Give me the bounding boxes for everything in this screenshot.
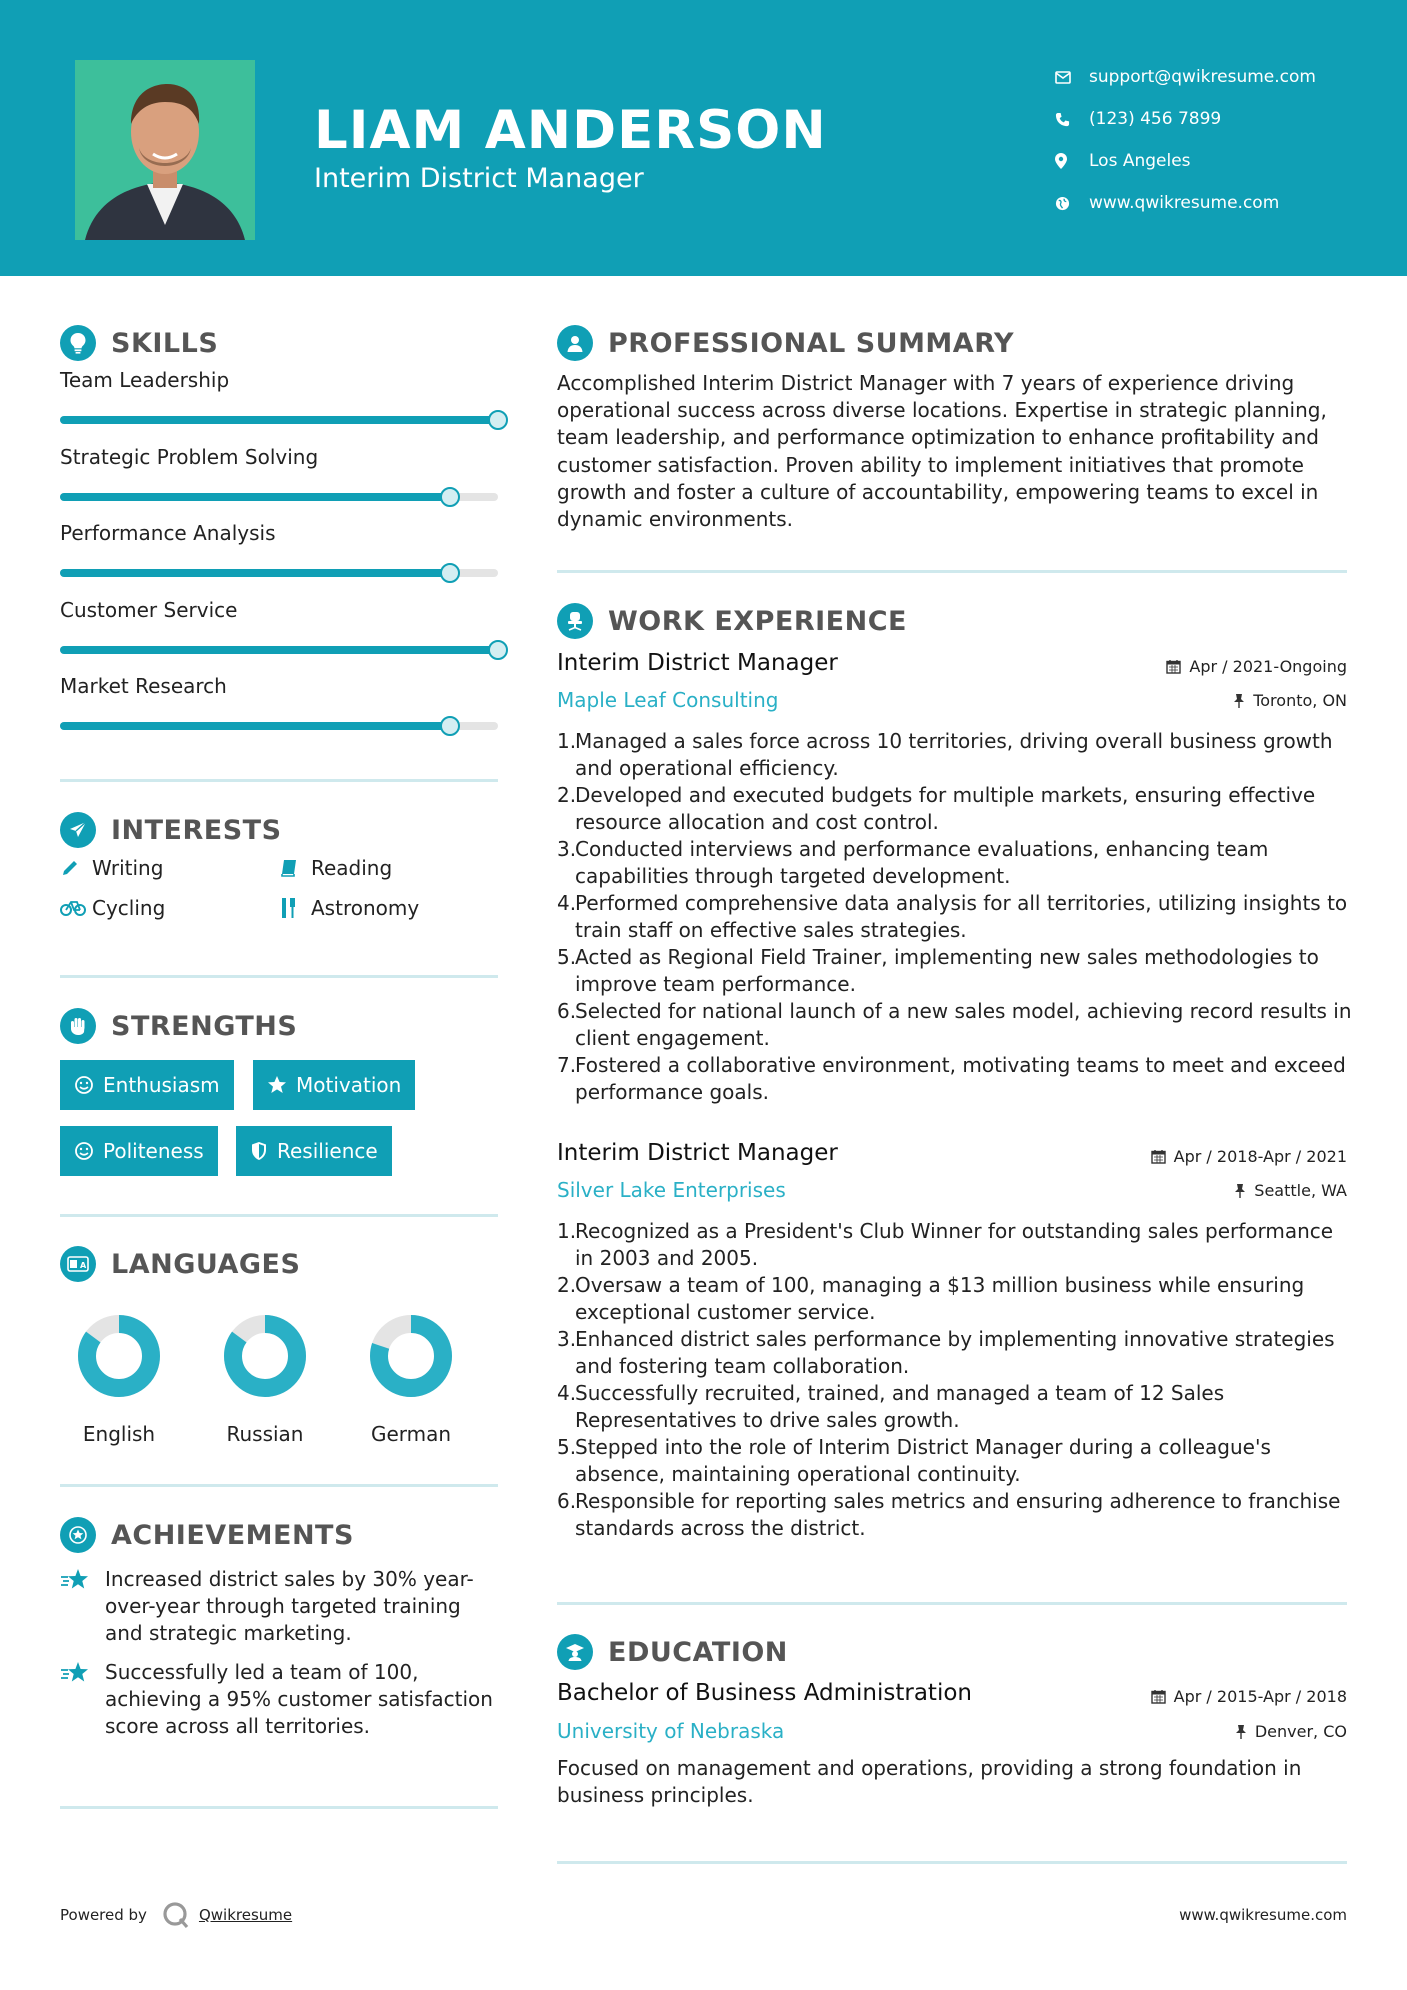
- paper-plane-icon: [60, 812, 96, 848]
- achievement-text: Successfully led a team of 100, achieving a 95% customer satisfaction score across all territories.: [105, 1660, 493, 1738]
- award-icon: [60, 1517, 96, 1553]
- contact-email[interactable]: [1055, 56, 1316, 98]
- interest-item: [60, 856, 279, 880]
- language-name: English: [82, 1422, 156, 1446]
- skill-bar-fill: [60, 416, 498, 424]
- contact-phone-text: (123) 456 7899: [1089, 109, 1222, 129]
- job-bullet-text: Successfully recruited, trained, and managed a team of 12 Sales Representatives to drive sales growth.: [575, 1381, 1225, 1432]
- job-bullet: 1. Recognized as a President's Club Winner for outstanding sales performance in 2003 and 2005.: [557, 1218, 1357, 1272]
- contact-list: [1055, 56, 1316, 224]
- section-divider: [60, 1214, 498, 1217]
- achievements-heading: [60, 1517, 354, 1553]
- job-bullet: 2. Oversaw a team of 100, managing a $13 million business while ensuring exceptional customer service.: [557, 1272, 1357, 1326]
- graduate-icon: [557, 1634, 593, 1670]
- job-bullet-text: Performed comprehensive data analysis for all territories, utilizing insights to train staff on effective sales strategies.: [575, 891, 1348, 942]
- globe-icon: [1055, 196, 1089, 211]
- footer-url[interactable]: www.qwikresume.com: [1179, 1906, 1347, 1924]
- phone-icon: [1055, 112, 1089, 127]
- skill-item: [60, 521, 498, 598]
- strength-chip: [60, 1060, 234, 1110]
- strengths-heading: [60, 1008, 297, 1044]
- calendar-icon: [1151, 1149, 1166, 1164]
- skill-name: Team Leadership: [60, 368, 230, 392]
- section-divider: [557, 1861, 1347, 1864]
- section-divider: [557, 1602, 1347, 1605]
- achievement-item: [60, 1659, 500, 1740]
- strength-chip: [60, 1126, 218, 1176]
- interest-item: [279, 896, 498, 920]
- translate-icon: [60, 1246, 96, 1282]
- education-location: [1235, 1722, 1347, 1741]
- skill-bar-knob: [488, 410, 508, 430]
- interests-title: INTERESTS: [111, 814, 282, 846]
- skill-bar: [60, 646, 498, 654]
- job-bullet: 7. Fostered a collaborative environment, motivating teams to meet and exceed performance goals.: [557, 1052, 1357, 1106]
- job-bullet-text: Fostered a collaborative environment, motivating teams to meet and exceed performance goals.: [575, 1053, 1346, 1104]
- job-company: Silver Lake Enterprises: [557, 1178, 786, 1202]
- shield-icon: [250, 1141, 268, 1161]
- candidate-role: Interim District Manager: [314, 163, 644, 194]
- strength-label: Resilience: [277, 1139, 378, 1163]
- job-bullet: 6. Selected for national launch of a new sales model, achieving record results in client engagement.: [557, 998, 1357, 1052]
- language-name: German: [370, 1422, 452, 1446]
- contact-phone[interactable]: [1055, 98, 1316, 140]
- strength-label: Enthusiasm: [103, 1073, 220, 1097]
- resume-header: [0, 0, 1407, 276]
- job-title: Interim District Manager: [557, 1140, 838, 1166]
- skill-name: Customer Service: [60, 597, 238, 622]
- job-bullet: 6. Responsible for reporting sales metrics and ensuring adherence to franchise standards across the district.: [557, 1488, 1357, 1542]
- experience-title: WORK EXPERIENCE: [608, 605, 907, 637]
- svg-text:A: A: [80, 1261, 87, 1270]
- strengths-title: STRENGTHS: [111, 1010, 298, 1042]
- job-bullets: [557, 1218, 1357, 1542]
- skill-bar-fill: [60, 569, 450, 577]
- mail-icon: [1055, 71, 1089, 84]
- job-bullet-text: Stepped into the role of Interim District Manager during a colleague's absence, maintaining operational continuity.: [575, 1435, 1271, 1486]
- skill-name: Strategic Problem Solving: [60, 444, 319, 469]
- achievements-title: ACHIEVEMENTS: [111, 1519, 354, 1551]
- star-icon: [267, 1075, 287, 1095]
- skill-bar-fill: [60, 493, 450, 501]
- job-title: Interim District Manager: [557, 650, 838, 676]
- calendar-icon: [1166, 659, 1181, 674]
- interest-label: Cycling: [92, 896, 166, 920]
- job-bullet: 5. Acted as Regional Field Trainer, implementing new sales methodologies to improve team performance.: [557, 944, 1357, 998]
- summary-heading: [557, 325, 1014, 361]
- pin-icon: [1235, 1724, 1247, 1739]
- education-location-text: Denver, CO: [1254, 1722, 1347, 1741]
- job-dates: [1151, 1147, 1347, 1166]
- job-bullet-text: Selected for national launch of a new sales model, achieving record results in client engagement.: [575, 999, 1352, 1050]
- language-donut: [356, 1308, 466, 1404]
- job-bullet-text: Recognized as a President's Club Winner for outstanding sales performance in 2003 and 2005.: [575, 1219, 1334, 1270]
- skill-bar: [60, 493, 498, 501]
- job-bullet-text: Developed and executed budgets for multiple markets, ensuring effective resource allocation and cost control.: [575, 783, 1316, 834]
- strength-chip: [253, 1060, 415, 1110]
- job-bullet: 4. Performed comprehensive data analysis for all territories, utilizing insights to train staff on effective sales strategies.: [557, 890, 1357, 944]
- interest-label: Reading: [311, 856, 393, 880]
- education-dates-text: Apr / 2015-Apr / 2018: [1173, 1687, 1347, 1706]
- job-bullet-text: Acted as Regional Field Trainer, implementing new sales methodologies to improve team performance.: [575, 945, 1319, 996]
- pin-icon: [1234, 1183, 1246, 1198]
- candidate-name: LIAM ANDERSON: [314, 100, 827, 161]
- languages-title: LANGUAGES: [111, 1248, 301, 1280]
- job-dates-text: Apr / 2018-Apr / 2021: [1173, 1147, 1347, 1166]
- skills-list: [60, 368, 498, 751]
- location-icon: [1055, 153, 1089, 169]
- skill-name: Market Research: [60, 674, 227, 698]
- job-location: [1233, 691, 1347, 710]
- summary-text: Accomplished Interim District Manager with 7 years of experience driving operational success across diverse locations. Expertise in strategic planning, team leadership, and performance optimization to enhance profitability and customer satisfaction. Proven ability to implement initiatives that promote growth and foster a culture of accountability, empowering teams to excel in dynamic environments.: [557, 371, 1327, 532]
- job-bullet: 4. Successfully recruited, trained, and managed a team of 12 Sales Representatives to drive sales growth.: [557, 1380, 1357, 1434]
- skill-bar-fill: [60, 646, 498, 654]
- star-badge-icon: [60, 1566, 105, 1647]
- job-location: [1234, 1181, 1347, 1200]
- job-dates: [1166, 657, 1347, 676]
- job-bullet-text: Responsible for reporting sales metrics and ensuring adherence to franchise standards across the district.: [575, 1489, 1341, 1540]
- language-name: Russian: [226, 1422, 304, 1446]
- skill-item: [60, 368, 498, 445]
- job-bullet: 2. Developed and executed budgets for multiple markets, ensuring effective resource allocation and cost control.: [557, 782, 1357, 836]
- education-title: EDUCATION: [608, 1636, 788, 1668]
- interest-item: [279, 856, 498, 880]
- skill-bar: [60, 722, 498, 730]
- qwikresume-link[interactable]: Qwikresume: [198, 1906, 293, 1924]
- interests-list: [60, 856, 500, 920]
- section-divider: [60, 1484, 498, 1487]
- strength-label: Politeness: [103, 1139, 204, 1163]
- education-heading: [557, 1634, 788, 1670]
- school-name: University of Nebraska: [557, 1719, 785, 1743]
- pencil-icon: [60, 858, 92, 878]
- section-divider: [557, 570, 1347, 573]
- job-bullet-text: Enhanced district sales performance by implementing innovative strategies and fostering team collaboration.: [575, 1327, 1335, 1378]
- section-divider: [60, 1806, 498, 1809]
- strength-label: Motivation: [296, 1073, 402, 1097]
- job-location-text: Seattle, WA: [1254, 1181, 1347, 1200]
- education-description: Focused on management and operations, providing a strong foundation in business principles.: [557, 1756, 1302, 1808]
- book-icon: [279, 858, 311, 878]
- interests-heading: [60, 812, 282, 848]
- pin-icon: [1233, 693, 1245, 708]
- skill-item: [60, 445, 498, 522]
- job-bullet: 3. Conducted interviews and performance evaluations, enhancing team capabilities through targeted development.: [557, 836, 1357, 890]
- job-company: Maple Leaf Consulting: [557, 688, 779, 712]
- contact-website[interactable]: [1055, 182, 1316, 224]
- chair-icon: [557, 603, 593, 639]
- contact-location: [1055, 140, 1316, 182]
- skills-heading: [60, 325, 218, 361]
- profile-photo: [75, 60, 255, 240]
- language-donut: [210, 1308, 320, 1404]
- job-bullet-text: Managed a sales force across 10 territories, driving overall business growth and operational efficiency.: [575, 729, 1333, 780]
- strength-chip: [236, 1126, 392, 1176]
- job-bullet: 1. Managed a sales force across 10 territories, driving overall business growth and operational efficiency.: [557, 728, 1357, 782]
- powered-by: [60, 1900, 292, 1930]
- section-divider: [60, 779, 498, 782]
- achievement-item: [60, 1566, 500, 1647]
- lightbulb-icon: [60, 325, 96, 361]
- experience-heading: [557, 603, 907, 639]
- skill-bar-knob: [440, 563, 460, 583]
- contact-location-text: Los Angeles: [1089, 151, 1191, 171]
- star-badge-icon: [60, 1659, 105, 1740]
- summary-title: PROFESSIONAL SUMMARY: [608, 327, 1015, 359]
- language-item: [356, 1308, 466, 1446]
- skill-item: [60, 674, 498, 751]
- language-item: [210, 1308, 320, 1446]
- qwikresume-logo-icon: [161, 1900, 191, 1930]
- telescope-icon: [279, 897, 311, 919]
- interest-label: Astronomy: [311, 896, 420, 920]
- job-bullet: 5. Stepped into the role of Interim District Manager during a colleague's absence, maintaining operational continuity.: [557, 1434, 1357, 1488]
- languages-heading: [60, 1246, 300, 1282]
- job-dates-text: Apr / 2021-Ongoing: [1189, 657, 1347, 676]
- job-bullet-text: Oversaw a team of 100, managing a $13 million business while ensuring exceptional customer service.: [575, 1273, 1305, 1324]
- section-divider: [60, 975, 498, 978]
- language-item: [64, 1308, 174, 1446]
- job-location-text: Toronto, ON: [1253, 691, 1347, 710]
- calendar-icon: [1151, 1689, 1166, 1704]
- job-bullets: [557, 728, 1357, 1106]
- skill-name: Performance Analysis: [60, 521, 276, 545]
- skills-title: SKILLS: [111, 327, 219, 359]
- education-dates: [1151, 1687, 1347, 1706]
- user-icon: [557, 325, 593, 361]
- powered-by-label: Powered by: [60, 1906, 147, 1924]
- smile-icon: [74, 1141, 94, 1161]
- hand-icon: [60, 1008, 96, 1044]
- skill-bar-fill: [60, 722, 450, 730]
- skill-bar-knob: [440, 487, 460, 507]
- degree-title: Bachelor of Business Administration: [557, 1680, 972, 1706]
- skill-bar: [60, 416, 498, 424]
- smile-icon: [74, 1075, 94, 1095]
- achievement-text: Increased district sales by 30% year-over-year through targeted training and strategic marketing.: [105, 1567, 474, 1645]
- interest-item: [60, 896, 279, 920]
- language-donut: [64, 1308, 174, 1404]
- contact-website-text: www.qwikresume.com: [1089, 193, 1280, 213]
- skill-bar-knob: [488, 640, 508, 660]
- job-bullet-text: Conducted interviews and performance evaluations, enhancing team capabilities through targeted development.: [575, 837, 1269, 888]
- job-bullet: 3. Enhanced district sales performance by implementing innovative strategies and fostering team collaboration.: [557, 1326, 1357, 1380]
- bicycle-icon: [60, 899, 92, 917]
- skill-bar-knob: [440, 716, 460, 736]
- contact-email-text: support@qwikresume.com: [1089, 67, 1316, 87]
- interest-label: Writing: [92, 856, 164, 880]
- skill-bar: [60, 569, 498, 577]
- skill-item: [60, 598, 498, 675]
